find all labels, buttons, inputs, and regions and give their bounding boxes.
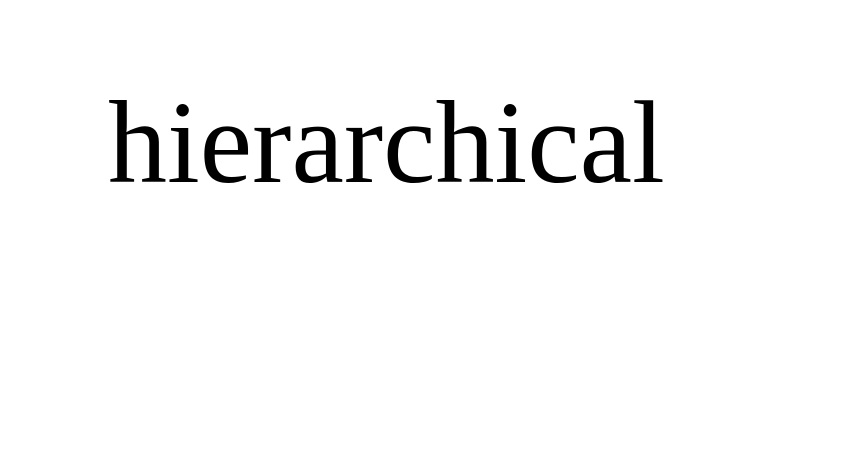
- displayed-word: hierarchical: [108, 77, 665, 208]
